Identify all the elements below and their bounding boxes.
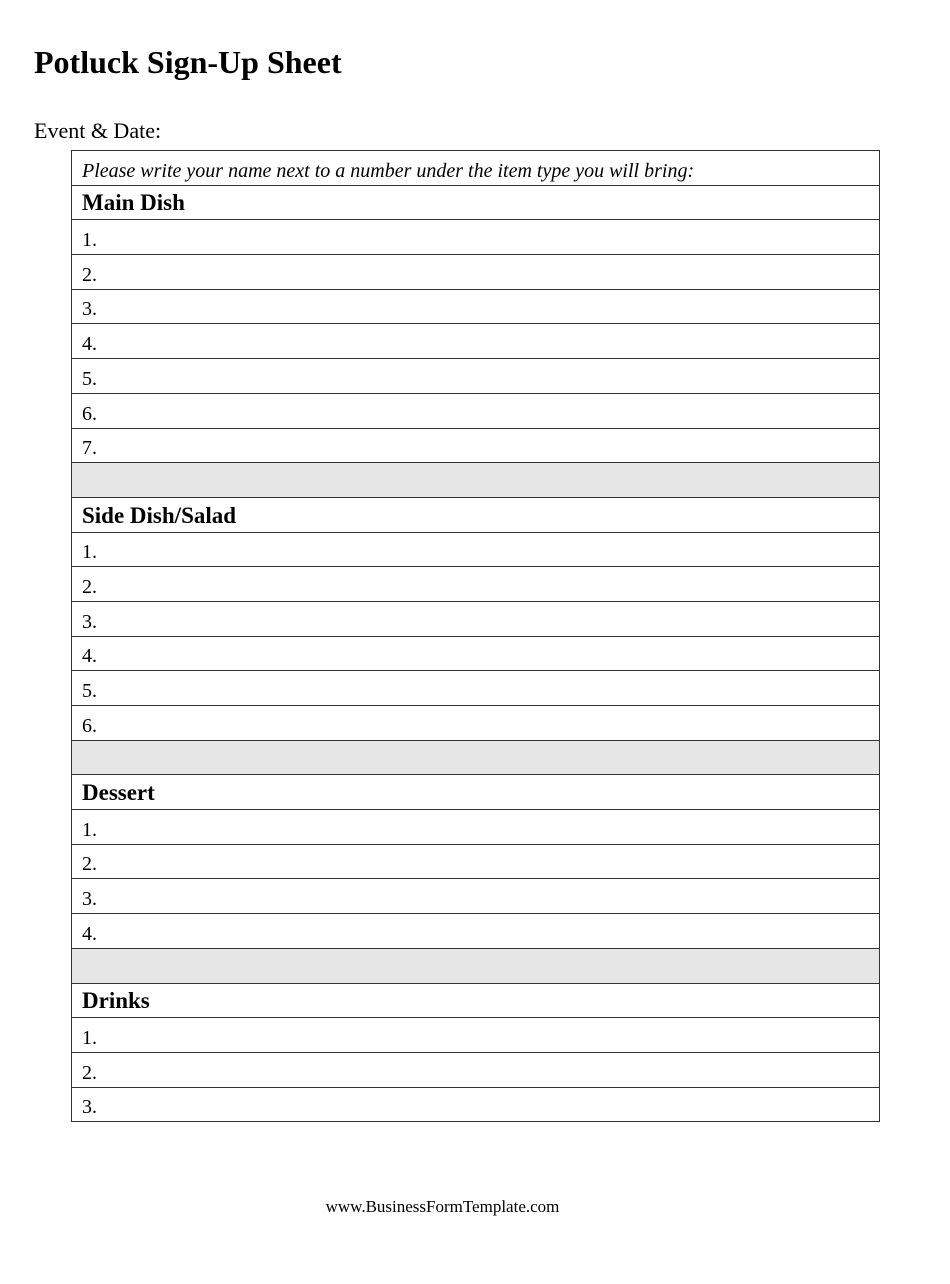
section-heading: Main Dish bbox=[72, 185, 880, 220]
section-heading: Side Dish/Salad bbox=[72, 497, 880, 532]
signup-entry-row[interactable] bbox=[72, 601, 880, 636]
entry-number: 5. bbox=[82, 680, 97, 702]
entry-number: 3. bbox=[82, 1096, 97, 1119]
entry-number: 1. bbox=[82, 1026, 97, 1049]
event-date-label: Event & Date: bbox=[34, 118, 162, 143]
signup-entry-cell[interactable] bbox=[72, 879, 880, 914]
signup-entry-row[interactable] bbox=[72, 532, 880, 567]
signup-entry-cell[interactable] bbox=[72, 706, 880, 741]
signup-entry-row[interactable] bbox=[72, 289, 880, 324]
entry-number: 4. bbox=[82, 645, 97, 668]
signup-entry-row[interactable] bbox=[72, 428, 880, 463]
signup-entry-cell[interactable] bbox=[72, 289, 880, 324]
signup-entry-cell[interactable] bbox=[72, 220, 880, 255]
event-date-field[interactable] bbox=[34, 116, 467, 146]
signup-entry-row[interactable] bbox=[72, 1052, 880, 1087]
signup-entry-row[interactable] bbox=[72, 810, 880, 845]
entry-number: 2. bbox=[82, 1061, 97, 1084]
section-spacer-row bbox=[72, 740, 880, 775]
section-heading-row bbox=[72, 185, 880, 220]
entry-number: 6. bbox=[82, 402, 97, 425]
signup-entry-cell[interactable] bbox=[72, 810, 880, 845]
signup-entry-cell[interactable] bbox=[72, 671, 880, 706]
entry-number: 4. bbox=[82, 333, 97, 356]
entry-number: 1. bbox=[82, 541, 97, 564]
signup-entry-row[interactable] bbox=[72, 567, 880, 602]
section-heading: Dessert bbox=[72, 775, 880, 810]
signup-entry-row[interactable] bbox=[72, 671, 880, 706]
section-heading-row bbox=[72, 983, 880, 1018]
signup-entry-cell[interactable] bbox=[72, 636, 880, 671]
signup-entry-cell[interactable] bbox=[72, 844, 880, 879]
signup-entry-cell[interactable] bbox=[72, 1018, 880, 1053]
signup-entry-row[interactable] bbox=[72, 393, 880, 428]
signup-entry-row[interactable] bbox=[72, 914, 880, 949]
signup-table bbox=[71, 150, 880, 1122]
instructions-text: Please write your name next to a number under the item type you will bring: bbox=[72, 151, 880, 186]
entry-number: 2. bbox=[82, 575, 97, 598]
entry-number: 5. bbox=[82, 367, 97, 390]
signup-entry-cell[interactable] bbox=[72, 1052, 880, 1087]
signup-entry-cell[interactable] bbox=[72, 324, 880, 359]
entry-number: 3. bbox=[82, 888, 97, 911]
signup-entry-cell[interactable] bbox=[72, 601, 880, 636]
signup-entry-cell[interactable] bbox=[72, 359, 880, 394]
section-heading-row bbox=[72, 775, 880, 810]
signup-entry-cell[interactable] bbox=[72, 1087, 880, 1122]
signup-entry-row[interactable] bbox=[72, 879, 880, 914]
entry-number: 2. bbox=[82, 853, 97, 876]
entry-number: 3. bbox=[82, 610, 97, 633]
section-spacer-row bbox=[72, 463, 880, 498]
entry-number: 6. bbox=[82, 714, 97, 737]
entry-number: 7. bbox=[82, 437, 97, 460]
signup-entry-cell[interactable] bbox=[72, 393, 880, 428]
entry-number: 1. bbox=[82, 818, 97, 841]
signup-entry-cell[interactable] bbox=[72, 567, 880, 602]
entry-number: 1. bbox=[82, 229, 97, 252]
instructions-row bbox=[72, 151, 880, 186]
spacer-cell bbox=[72, 948, 880, 983]
signup-entry-row[interactable] bbox=[72, 220, 880, 255]
spacer-cell bbox=[72, 463, 880, 498]
page-title: Potluck Sign-Up Sheet bbox=[34, 44, 342, 80]
section-heading-row bbox=[72, 497, 880, 532]
signup-entry-cell[interactable] bbox=[72, 428, 880, 463]
section-spacer-row bbox=[72, 948, 880, 983]
signup-entry-cell[interactable] bbox=[72, 532, 880, 567]
signup-entry-row[interactable] bbox=[72, 359, 880, 394]
signup-entry-row[interactable] bbox=[72, 255, 880, 290]
entry-number: 3. bbox=[82, 298, 97, 321]
signup-entry-row[interactable] bbox=[72, 636, 880, 671]
signup-entry-row[interactable] bbox=[72, 1018, 880, 1053]
signup-entry-row[interactable] bbox=[72, 1087, 880, 1122]
signup-entry-row[interactable] bbox=[72, 324, 880, 359]
signup-entry-cell[interactable] bbox=[72, 255, 880, 290]
footer-website: www.BusinessFormTemplate.com bbox=[325, 1197, 560, 1216]
entry-number: 4. bbox=[82, 922, 97, 945]
signup-entry-row[interactable] bbox=[72, 844, 880, 879]
signup-entry-cell[interactable] bbox=[72, 914, 880, 949]
signup-entry-row[interactable] bbox=[72, 706, 880, 741]
section-heading: Drinks bbox=[72, 983, 880, 1018]
spacer-cell bbox=[72, 740, 880, 775]
entry-number: 2. bbox=[82, 263, 97, 286]
